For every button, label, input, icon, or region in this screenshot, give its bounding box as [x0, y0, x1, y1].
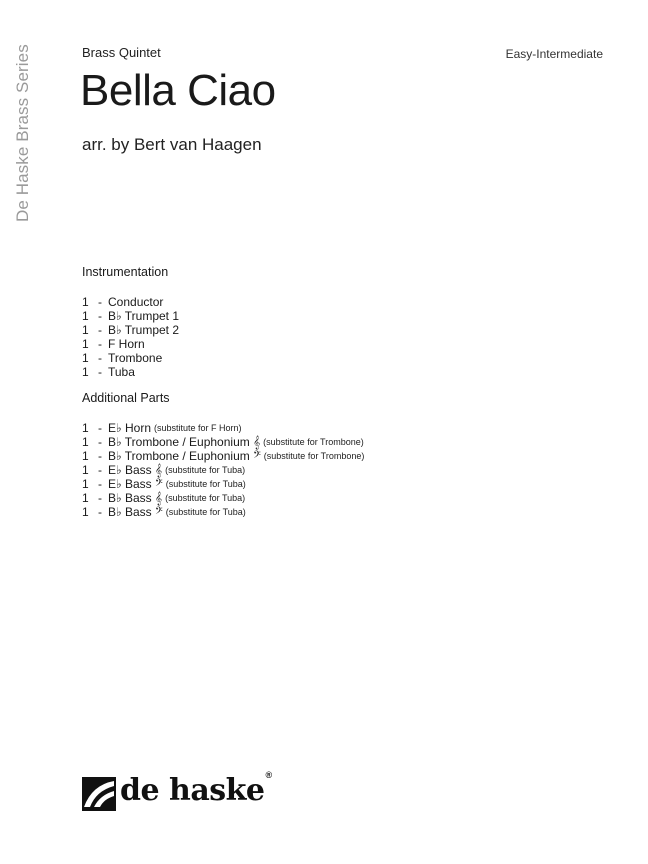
part-separator: -	[98, 491, 102, 505]
part-row	[82, 365, 179, 379]
part-separator: -	[98, 337, 102, 351]
part-row	[82, 505, 364, 519]
additional-parts-section	[82, 391, 364, 519]
part-row	[82, 309, 179, 323]
part-separator: -	[98, 295, 102, 309]
part-row	[82, 421, 364, 435]
part-quantity: 1	[82, 435, 89, 449]
part-name: B♭ Trumpet 2	[108, 323, 180, 337]
part-note: (substitute for Tuba)	[165, 507, 246, 517]
part-name: B♭ Trombone / Euphonium 𝄢	[108, 449, 261, 463]
part-quantity: 1	[82, 463, 89, 477]
part-note: (substitute for F Horn)	[154, 423, 242, 433]
additional-parts-heading: Additional Parts	[82, 391, 170, 405]
part-separator: -	[98, 351, 102, 365]
part-name: Tuba	[108, 365, 135, 379]
difficulty-label: Easy-Intermediate	[505, 47, 603, 61]
part-quantity: 1	[82, 421, 89, 435]
part-note: (substitute for Trombone)	[263, 451, 365, 461]
part-separator: -	[98, 505, 102, 519]
part-row	[82, 295, 179, 309]
part-separator: -	[98, 309, 102, 323]
additional-parts-list	[82, 421, 364, 519]
part-row	[82, 337, 179, 351]
part-separator: -	[98, 449, 102, 463]
part-row	[82, 351, 179, 365]
part-quantity: 1	[82, 351, 89, 365]
part-note: (substitute for Tuba)	[165, 465, 246, 475]
part-name: E♭ Horn	[108, 421, 152, 435]
part-quantity: 1	[82, 491, 89, 505]
part-note: (substitute for Tuba)	[165, 479, 246, 489]
registered-mark: ®	[265, 770, 272, 780]
part-separator: -	[98, 421, 102, 435]
publisher-name: de haske®	[120, 770, 272, 808]
part-quantity: 1	[82, 295, 89, 309]
part-row	[82, 463, 364, 477]
part-name: B♭ Bass 𝄞	[108, 491, 163, 505]
part-separator: -	[98, 477, 102, 491]
part-name: Conductor	[108, 295, 164, 309]
instrumentation-list	[82, 295, 179, 379]
publisher-logo	[82, 770, 272, 811]
page-title: Bella Ciao	[80, 66, 276, 115]
part-name: Trombone	[108, 351, 163, 365]
part-quantity: 1	[82, 323, 89, 337]
series-name: De Haske Brass Series	[13, 44, 32, 222]
instrumentation-heading: Instrumentation	[82, 265, 169, 279]
part-quantity: 1	[82, 365, 89, 379]
instrumentation-section	[82, 265, 179, 379]
part-quantity: 1	[82, 449, 89, 463]
part-separator: -	[98, 323, 102, 337]
part-name: F Horn	[108, 337, 145, 351]
part-row	[82, 477, 364, 491]
part-row	[82, 449, 364, 463]
part-note: (substitute for Tuba)	[165, 493, 246, 503]
part-name: B♭ Trombone / Euphonium 𝄞	[108, 435, 261, 449]
part-note: (substitute for Trombone)	[263, 437, 364, 447]
part-name: E♭ Bass 𝄢	[108, 477, 163, 491]
part-row	[82, 323, 179, 337]
part-quantity: 1	[82, 477, 89, 491]
part-separator: -	[98, 435, 102, 449]
part-quantity: 1	[82, 505, 89, 519]
part-row	[82, 491, 364, 505]
part-quantity: 1	[82, 309, 89, 323]
part-name: E♭ Bass 𝄞	[108, 463, 163, 477]
arranger-credit: arr. by Bert van Haagen	[82, 135, 262, 154]
de-haske-logo-mark-icon	[82, 777, 116, 811]
part-separator: -	[98, 463, 102, 477]
part-row	[82, 435, 364, 449]
part-quantity: 1	[82, 337, 89, 351]
part-name: B♭ Bass 𝄢	[108, 505, 163, 519]
part-separator: -	[98, 365, 102, 379]
ensemble-label: Brass Quintet	[82, 45, 161, 60]
part-name: B♭ Trumpet 1	[108, 309, 180, 323]
